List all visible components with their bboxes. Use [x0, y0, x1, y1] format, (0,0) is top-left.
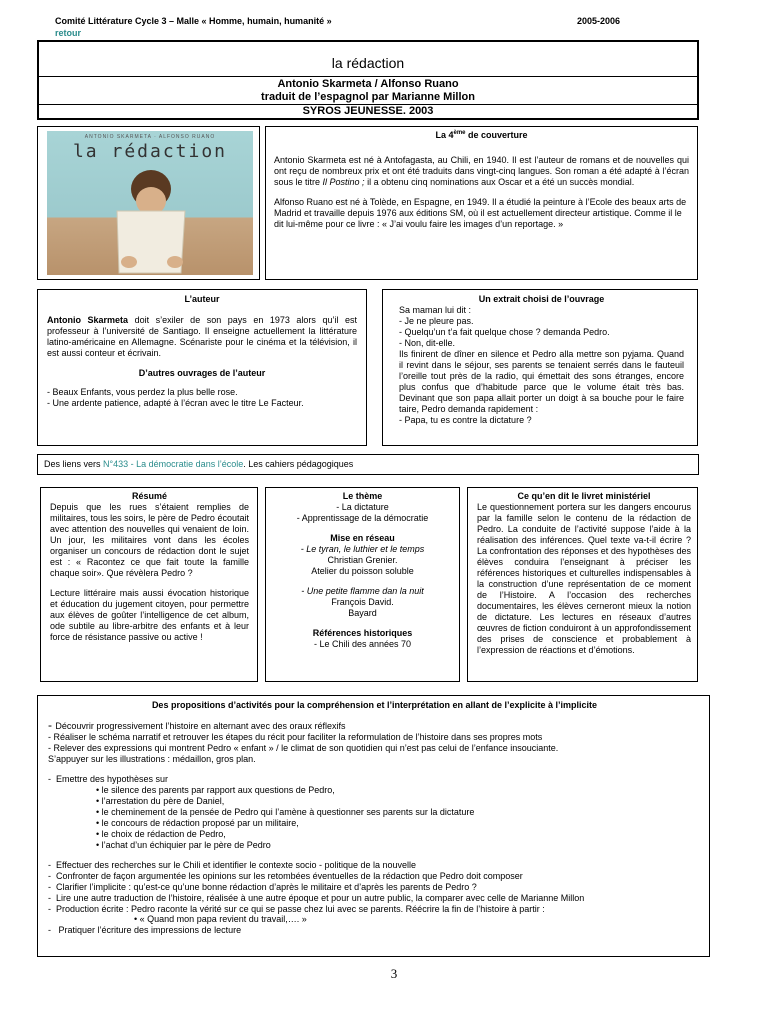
author-box	[37, 289, 367, 446]
list-item: • le choix de rédaction de Pedro,	[96, 828, 226, 839]
links-suffix: . Les cahiers pédagogiques	[243, 459, 354, 469]
header-left: Comité Littérature Cycle 3 – Malle « Homme, humain, humanité »	[55, 16, 332, 26]
summary-p1: Depuis que les rues s’étaient remplies de militaires, tous les soirs, le père de Pedro écoutait avec attention des nouvelles qui venaient de loin. Un jour, les militaires vont dans les écoles organiser un concours de rédaction dont le sujet est : « Racontez ce que fait toute la famille chaque soir». Que révèlera Pedro ?	[50, 501, 249, 578]
author-bio: Antonio Skarmeta doit s’exiler de son pays en 1973 alors qu’il est professeur à l’université de Santiago. Il enseigne actuellement la littérature latino-américaine en Allemagne. Scénariste pour le cinéma et la télévision, il est aussi conteur et écrivain.	[47, 314, 358, 358]
quote-line: • « Quand mon papa revient du travail,…. »	[134, 914, 307, 925]
extract-paragraph: Ils finirent de dîner en silence et Pedro alla mettre son pyjama. Quand il revint dans le séjour, ses parents se tenaient serrés dans le fauteuil l’oreille tout près de la radio, qui émettait des sons étranges, encore plus confus que d’habitude parce que le volume était très bas. Devinant que son papa allait porter un doigt à sa bouche pour le faire taire, Pedro demanda rapidement :	[399, 348, 684, 414]
theme-item: - Apprentissage de la démocratie	[296, 512, 429, 523]
summary-heading: Résumé	[131, 491, 167, 501]
list-item: - Lire une autre traduction de l’histoire, réalisée à une autre époque et pour un autre public, la comparer avec celle de Marianne Millon	[48, 892, 585, 903]
title-block	[37, 40, 699, 120]
cover-author-strip: ANTONIO SKARMETA · ALFONSO RUANO	[84, 134, 216, 140]
page-number: 3	[390, 966, 398, 981]
cover-box	[37, 126, 260, 280]
list-item: • l’achat d’un échiquier par le père de Pedro	[96, 839, 271, 850]
book-title: la rédaction	[331, 55, 405, 71]
book1-author: Christian Grenier.	[327, 554, 398, 565]
activities-list	[48, 860, 701, 915]
history-heading: Références historiques	[312, 627, 413, 638]
back-cover-p2: Alfonso Ruano est né à Tolède, en Espagne, en 1949. Il a étudié la peinture à l’Ecole des beaux arts de Madrid et travaille depuis 1976 aux éditions SM, où il est actuellement directeur artistique. Comme il le dit lui-même pour ce livre : « J’ai voulu faire les images d’un reportage. »	[274, 196, 687, 229]
activity-item: S’appuyer sur les illustrations : médaillon, gros plan.	[48, 753, 256, 764]
back-link[interactable]: retour	[55, 28, 82, 38]
book2-author: François David.	[331, 596, 394, 607]
theme-box	[265, 487, 460, 682]
extract-heading: Un extrait choisi de l’ouvrage	[478, 294, 605, 304]
book1-publisher: Atelier du poisson soluble	[311, 565, 414, 576]
extract-line: - Non, dit-elle.	[399, 337, 456, 348]
links-bar	[37, 454, 699, 475]
hypotheses-list	[48, 785, 701, 851]
extract-line: - Papa, tu es contre la dictature ?	[399, 414, 532, 425]
header-right: 2005-2006	[577, 16, 621, 26]
cover-title: la rédaction	[72, 141, 228, 162]
extract-line: - Je ne pleure pas.	[399, 315, 474, 326]
other-works-list	[47, 387, 357, 409]
list-item: • l’arrestation du père de Daniel,	[96, 795, 225, 806]
list-item: - Confronter de façon argumentée les opinions sur les retombées éventuelles de la rédaction que Pedro doit composer	[48, 870, 523, 881]
back-cover-box	[265, 126, 698, 280]
summary-p2: Lecture littéraire mais aussi évocation historique et éducation du jugement citoyen, pour permettre aux élèves de goûter l’intelligence de cet album, ode subtile au libre-arbitre des enfants et à leur force de résistance passive ou active !	[50, 587, 249, 642]
list-item: - Production écrite : Pedro raconte la vérité sur ce qui se passe chez lui avec se parents. Réécrire la fin de l’histoire à partir :	[48, 903, 545, 914]
hypotheses-heading: - Emettre des hypothèses sur	[48, 773, 169, 784]
ministry-box	[467, 487, 698, 682]
book2-publisher: Bayard	[348, 607, 377, 618]
list-item: • le silence des parents par rapport aux questions de Pedro,	[96, 784, 335, 795]
extract-line: - Quelqu’un t’a fait quelque chose ? demanda Pedro.	[399, 326, 610, 337]
list-item: - Clarifier l’implicite : qu’est-ce qu’une bonne rédaction d’après le militaire et d’après les parents de Pedro ?	[48, 881, 477, 892]
list-item: • le concours de rédaction proposé par un militaire,	[96, 817, 299, 828]
theme-heading: Le thème	[342, 491, 383, 501]
link-democratie[interactable]: N°433 - La démocratie dans l’école	[103, 459, 244, 469]
translator-line: traduit de l’espagnol par Marianne Millon	[261, 91, 475, 103]
back-cover-heading: La 4ème de couverture	[435, 130, 528, 140]
list-item: • le cheminement de la pensée de Pedro qui l’amène à questionner ses parents sur la dictature	[96, 806, 475, 817]
activity-item: - Relever des expressions qui montrent Pedro « enfant » / le climat de son quotidien qui n’est pas celui de l’enfance insouciante.	[48, 742, 559, 753]
book2-title: - Une petite flamme dan la nuit	[301, 585, 424, 596]
list-item: - Effectuer des recherches sur le Chili et identifier le contexte socio - politique de la nouvelle	[48, 859, 417, 870]
activity-item: - Pratiquer l’écriture des impressions de lecture	[48, 925, 242, 936]
back-cover-p1: Antonio Skarmeta est né à Antofagasta, au Chili, en 1940. Il est l’auteur de romans et de nouvelles qui ont reçu de nombreux prix et ont été traduits dans vingt-cinq langues. Son roman a été adapté à l’écran sous le titre Il Postino ; il a obtenu cinq nominations aux Oscar et a été un succès mondial.	[274, 154, 689, 187]
book1-title: - Le tyran, le luthier et le temps	[300, 543, 425, 554]
list-item: - Beaux Enfants, vous perdez la plus belle rose.	[47, 386, 238, 397]
activities-box	[37, 695, 710, 957]
cover-image	[47, 131, 253, 275]
list-item: - Une ardente patience, adapté à l’écran avec le titre Le Facteur.	[47, 397, 304, 408]
summary-box	[40, 487, 258, 682]
activity-item: - Réaliser le schéma narratif et retrouver les étapes du récit pour faciliter la reformulation de l’histoire dans ses propres mots	[48, 731, 543, 742]
cover-illustration	[47, 131, 253, 275]
other-works-heading: D’autres ouvrages de l’auteur	[138, 367, 266, 378]
activities-heading: Des propositions d’activités pour la compréhension et l’interprétation en allant de l’explicite à l’implicite	[151, 700, 598, 710]
links-prefix: Des liens vers	[44, 459, 104, 469]
theme-item: - La dictature	[336, 501, 389, 512]
history-item: - Le Chili des années 70	[313, 638, 412, 649]
publisher-line: SYROS JEUNESSE. 2003	[302, 105, 434, 117]
ministry-text: Le questionnement portera sur les dangers encourus par la famille selon le contenu de la rédaction de Pedro. La conduite de l’activité suppose l’aide à la réalisation des inférences. Quel texte va-t-il écrire ? La confrontation des réponses et des hypothèses des élèves conduira l’enseignant à préciser les références historiques et culturelles indispensables à la construction d’une représentation de ce moment de l’Histoire. A l’occasion des recherches documentaires, les élèves cerneront mieux la notion de dictature. Les lectures en réseaux d’autres œuvres de fiction conduiront à un approfondissement des prises de conscience et probablement à l’expression de réactions et d’émotions.	[477, 501, 691, 655]
activity-item: - Découvrir progressivement l’histoire en alternant avec des oraux réflexifs	[48, 717, 346, 732]
extract-line: Sa maman lui dit :	[399, 304, 472, 315]
authors-line: Antonio Skarmeta / Alfonso Ruano	[277, 78, 459, 90]
author-heading: L’auteur	[184, 294, 220, 304]
extract-box	[382, 289, 698, 446]
ministry-heading: Ce qu’en dit le livret ministériel	[517, 491, 651, 501]
network-heading: Mise en réseau	[330, 532, 395, 543]
